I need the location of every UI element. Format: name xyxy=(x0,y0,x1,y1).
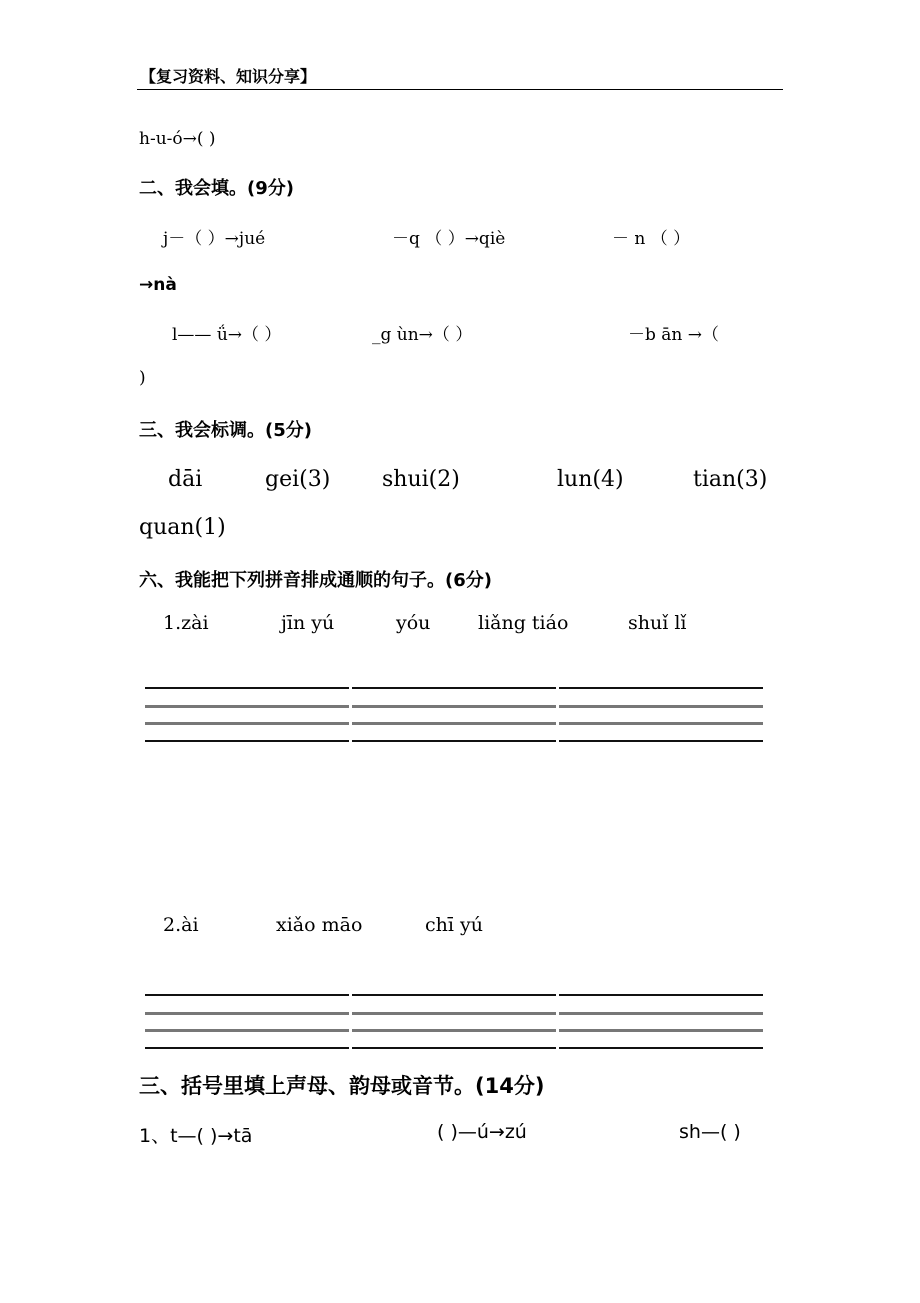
s3b-item-b: ( )—ú→zú xyxy=(437,1121,527,1143)
writing-lines-q2[interactable] xyxy=(145,994,765,1056)
tone-item-1: dāi xyxy=(168,467,203,492)
s2-row1-item-a: j－（ ）→jué xyxy=(163,229,266,249)
tone-item-4: lun(4) xyxy=(557,467,624,492)
top-exercise-line: h-u-ó→( ) xyxy=(139,129,216,149)
writing-cell[interactable] xyxy=(559,994,763,1056)
section-2-title: 二、我会填。(9分) xyxy=(139,178,294,199)
writing-cell[interactable] xyxy=(352,994,556,1056)
section-6-title: 六、我能把下列拼音排成通顺的句子。(6分) xyxy=(139,570,492,591)
s3b-item-a: 1、t—( )→tā xyxy=(139,1125,253,1147)
header-rule xyxy=(137,89,783,90)
q2-word-1: 2.ài xyxy=(163,914,199,936)
q1-word-4: liǎng tiáo xyxy=(478,612,569,634)
tone-item-6: quan(1) xyxy=(139,515,226,540)
s2-row2-item-a: l—— ǘ→（ ） xyxy=(172,325,282,345)
q2-word-3: chī yú xyxy=(425,914,483,936)
writing-lines-q1[interactable] xyxy=(145,687,765,749)
s2-row2-item-c: －b ān →（ xyxy=(628,325,720,345)
q1-word-3: yóu xyxy=(396,612,431,634)
q1-word-5: shuǐ lǐ xyxy=(628,612,687,634)
tone-item-5: tian(3) xyxy=(693,467,768,492)
tone-item-2: gei(3) xyxy=(265,467,331,492)
s2-row2-item-b: _g ùn→（ ） xyxy=(372,325,473,345)
tone-item-3: shui(2) xyxy=(382,467,460,492)
q2-word-2: xiǎo māo xyxy=(276,914,363,936)
q1-word-1: 1.zài xyxy=(163,612,209,634)
q1-word-2: jīn yú xyxy=(281,612,335,634)
s2-row2-continuation: ) xyxy=(139,368,146,388)
page-header: 【复习资料、知识分享】 xyxy=(140,67,317,86)
s2-row1-item-b: －q （ ）→qiè xyxy=(392,229,506,249)
section-3-tones-title: 三、我会标调。(5分) xyxy=(139,420,312,441)
writing-cell[interactable] xyxy=(145,687,349,749)
s3b-item-c: sh—( ) xyxy=(679,1121,741,1143)
writing-cell[interactable] xyxy=(559,687,763,749)
writing-cell[interactable] xyxy=(145,994,349,1056)
s2-row1-continuation: →nà xyxy=(139,275,177,295)
s2-row1-item-c: － n （ ） xyxy=(612,229,691,249)
writing-cell[interactable] xyxy=(352,687,556,749)
section-3-fill-title: 三、括号里填上声母、韵母或音节。(14分) xyxy=(139,1074,545,1098)
